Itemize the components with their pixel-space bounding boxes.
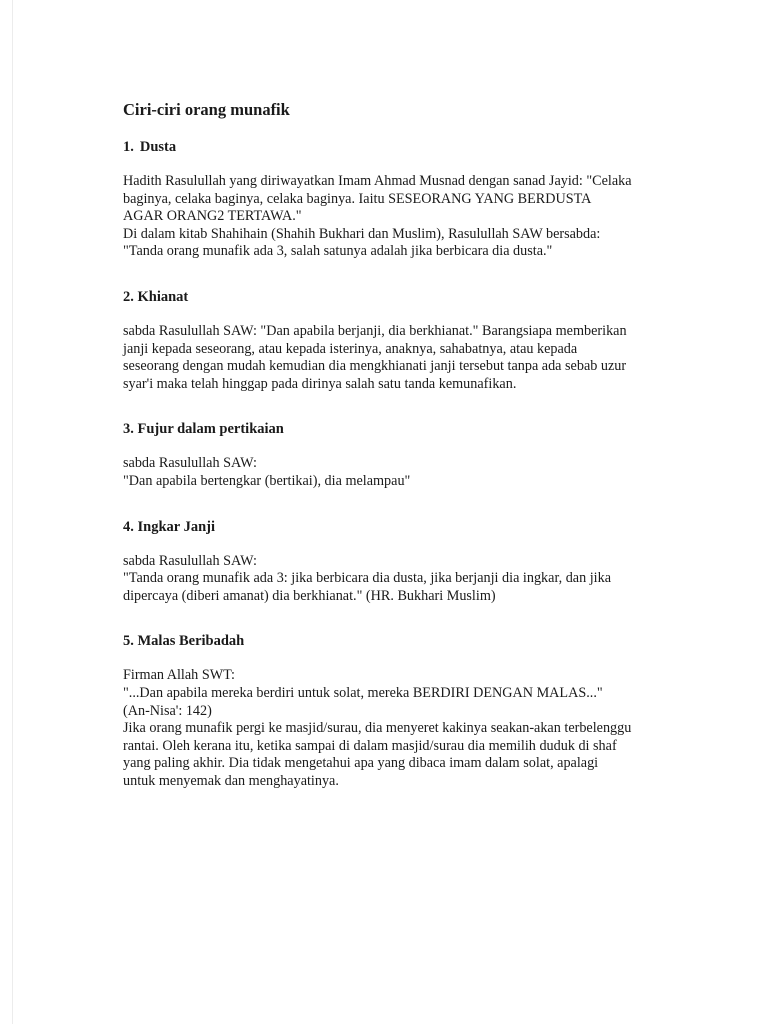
paragraph-line: Hadith Rasulullah yang diriwayatkan Imam Ahmad Musnad dengan sanad Jayid: "Celaka [123,173,632,189]
paragraph-line: janji kepada seseorang, atau kepada isterinya, anaknya, sahabatnya, atau kepada [123,340,578,357]
section-paragraph [123,173,663,261]
page-edge [12,0,13,1024]
section-number: 1. [123,139,134,155]
section-paragraph [123,667,663,790]
paragraph-line: AGAR ORANG2 TERTAWA." [123,208,302,225]
paragraph-line: "Dan apabila bertengkar (bertikai), dia melampau" [123,472,411,489]
document-title: Ciri-ciri orang munafik [123,100,290,119]
section-dusta [123,138,663,261]
paragraph-line: syar'i maka telah hinggap pada dirinya salah satu tanda kemunafikan. [123,375,517,392]
document-body [123,100,663,790]
paragraph-line: Di dalam kitab Shahihain (Shahih Bukhari dan Muslim), Rasulullah SAW bersabda: [123,225,601,242]
paragraph-line: untuk menyemak dan menghayatinya. [123,772,339,789]
section-khianat [123,288,663,393]
paragraph-line: sabda Rasulullah SAW: "Dan apabila berjanji, dia berkhianat." Barangsiapa memberikan [123,322,627,339]
paragraph-line: "...Dan apabila mereka berdiri untuk solat, mereka BERDIRI DENGAN MALAS..." [123,684,603,701]
section-malas-beribadah [123,632,663,790]
paragraph-line: dipercaya (diberi amanat) dia berkhianat." (HR. Bukhari Muslim) [123,587,496,604]
paragraph-line: "Tanda orang munafik ada 3: jika berbicara dia dusta, jika berjanji dia ingkar, dan jika [123,570,611,587]
section-heading: 2. Khianat [123,288,189,305]
paragraph-line: (An-Nisa': 142) [123,702,212,719]
section-paragraph [123,553,663,606]
section-ingkar-janji [123,518,663,606]
section-fujur [123,420,663,490]
paragraph-line: Jika orang munafik pergi ke masjid/surau, dia menyeret kakinya seakan-akan terbelenggu [123,720,632,737]
paragraph-line: "Tanda orang munafik ada 3, salah satunya adalah jika berbicara dia dusta." [123,243,553,260]
section-heading-text: Dusta [139,139,177,155]
section-heading: 5. Malas Beribadah [123,633,245,650]
section-heading [123,138,663,156]
paragraph-line: yang paling akhir. Dia tidak mengetahui apa yang dibaca imam dalam solat, apalagi [123,755,599,772]
section-paragraph [123,323,663,393]
paragraph-line: baginya, celaka baginya, celaka baginya. Iaitu SESEORANG YANG BERDUSTA [123,190,592,207]
paragraph-line: sabda Rasulullah SAW: [123,552,257,569]
section-paragraph [123,455,663,490]
paragraph-line: Firman Allah SWT: [123,667,235,684]
paragraph-line: sabda Rasulullah SAW: [123,455,257,472]
paragraph-line: seseorang dengan mudah kemudian dia mengkhianati janji tersebut tanpa ada sebab uzur [123,358,627,375]
paragraph-line: rantai. Oleh kerana itu, ketika sampai di dalam masjid/surau dia memilih duduk di shaf [123,737,617,754]
section-heading: 3. Fujur dalam pertikaian [123,421,284,438]
section-heading: 4. Ingkar Janji [123,518,215,535]
